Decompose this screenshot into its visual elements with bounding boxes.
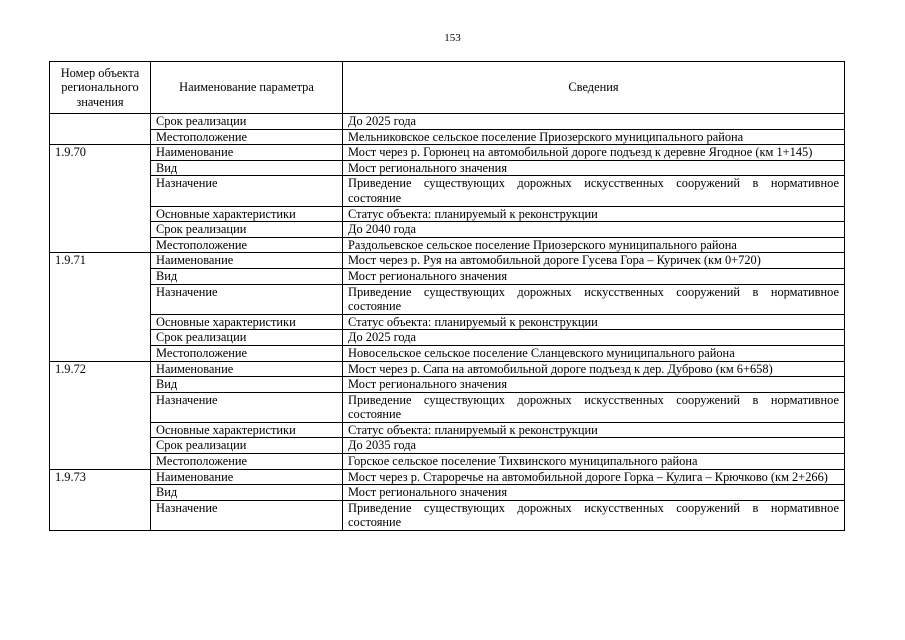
details-cell: До 2025 года (343, 114, 845, 130)
details-cell: Мост регионального значения (343, 377, 845, 393)
details-cell: Новосельское сельское поселение Сланцевского муниципального района (343, 345, 845, 361)
table-row (50, 145, 845, 161)
parameter-name-cell: Вид (151, 160, 343, 176)
table-row (50, 438, 845, 454)
parameter-name-cell: Наименование (151, 145, 343, 161)
parameters-table (49, 61, 845, 531)
details-cell: Приведение существующих дорожных искусственных сооружений в нормативное состояние (343, 176, 845, 206)
details-cell: Мост через р. Староречье на автомобильной дороге Горка – Кулига – Крючково (км 2+266) (343, 469, 845, 485)
details-cell: Мост через р. Сапа на автомобильной дороге подъезд к дер. Дуброво (км 6+658) (343, 361, 845, 377)
details-cell: Мост регионального значения (343, 485, 845, 501)
table-row (50, 176, 845, 206)
parameter-name-cell: Наименование (151, 469, 343, 485)
parameter-name-cell: Основные характеристики (151, 314, 343, 330)
parameter-name-cell: Назначение (151, 176, 343, 206)
details-cell: Статус объекта: планируемый к реконструкции (343, 206, 845, 222)
table-header-row (50, 62, 845, 114)
table-row (50, 392, 845, 422)
details-cell: Приведение существующих дорожных искусственных сооружений в нормативное состояние (343, 284, 845, 314)
object-number-cell: 1.9.72 (50, 361, 151, 469)
table-row (50, 129, 845, 145)
parameter-name-cell: Местоположение (151, 129, 343, 145)
table-row (50, 361, 845, 377)
details-cell: Мост регионального значения (343, 268, 845, 284)
details-cell: До 2025 года (343, 330, 845, 346)
parameter-name-cell: Вид (151, 377, 343, 393)
details-cell: Горское сельское поселение Тихвинского муниципального района (343, 454, 845, 470)
parameter-name-cell: Местоположение (151, 454, 343, 470)
object-number-cell: 1.9.70 (50, 145, 151, 253)
table-row (50, 284, 845, 314)
header-details: Сведения (343, 62, 845, 114)
details-cell: Мост через р. Руя на автомобильной дороге Гусева Гора – Куричек (км 0+720) (343, 253, 845, 269)
details-cell: Мельниковское сельское поселение Приозерского муниципального района (343, 129, 845, 145)
table-row (50, 160, 845, 176)
page-number: 153 (444, 32, 461, 44)
table-row (50, 469, 845, 485)
details-cell: До 2035 года (343, 438, 845, 454)
details-cell: До 2040 года (343, 222, 845, 238)
parameter-name-cell: Местоположение (151, 237, 343, 253)
table-row (50, 377, 845, 393)
table-row (50, 237, 845, 253)
parameter-name-cell: Срок реализации (151, 330, 343, 346)
parameter-name-cell: Наименование (151, 361, 343, 377)
table-row (50, 454, 845, 470)
header-parameter-name: Наименование параметра (151, 62, 343, 114)
details-cell: Приведение существующих дорожных искусственных сооружений в нормативное состояние (343, 392, 845, 422)
object-number-cell: 1.9.71 (50, 253, 151, 361)
parameter-name-cell: Срок реализации (151, 438, 343, 454)
parameter-name-cell: Срок реализации (151, 114, 343, 130)
parameter-name-cell: Основные характеристики (151, 206, 343, 222)
details-cell: Мост регионального значения (343, 160, 845, 176)
details-cell: Приведение существующих дорожных искусственных сооружений в нормативное состояние (343, 500, 845, 530)
parameter-name-cell: Местоположение (151, 345, 343, 361)
table-row (50, 253, 845, 269)
parameter-name-cell: Назначение (151, 284, 343, 314)
parameter-name-cell: Назначение (151, 500, 343, 530)
table-row (50, 114, 845, 130)
parameter-name-cell: Вид (151, 485, 343, 501)
parameter-name-cell: Наименование (151, 253, 343, 269)
details-cell: Статус объекта: планируемый к реконструкции (343, 314, 845, 330)
details-cell: Раздольевское сельское поселение Приозерского муниципального района (343, 237, 845, 253)
table-row (50, 206, 845, 222)
details-cell: Статус объекта: планируемый к реконструкции (343, 422, 845, 438)
parameter-name-cell: Назначение (151, 392, 343, 422)
table-row (50, 222, 845, 238)
table-row (50, 330, 845, 346)
parameter-name-cell: Основные характеристики (151, 422, 343, 438)
table-row (50, 422, 845, 438)
table-row (50, 314, 845, 330)
table-body (50, 114, 845, 531)
details-cell: Мост через р. Горюнец на автомобильной дороге подъезд к деревне Ягодное (км 1+145) (343, 145, 845, 161)
table-row (50, 345, 845, 361)
object-number-cell: 1.9.73 (50, 469, 151, 530)
parameter-name-cell: Вид (151, 268, 343, 284)
header-object-number: Номер объекта регионального значения (50, 62, 151, 114)
parameter-name-cell: Срок реализации (151, 222, 343, 238)
object-number-cell (50, 114, 151, 145)
table-row (50, 485, 845, 501)
table-row (50, 268, 845, 284)
table-row (50, 500, 845, 530)
